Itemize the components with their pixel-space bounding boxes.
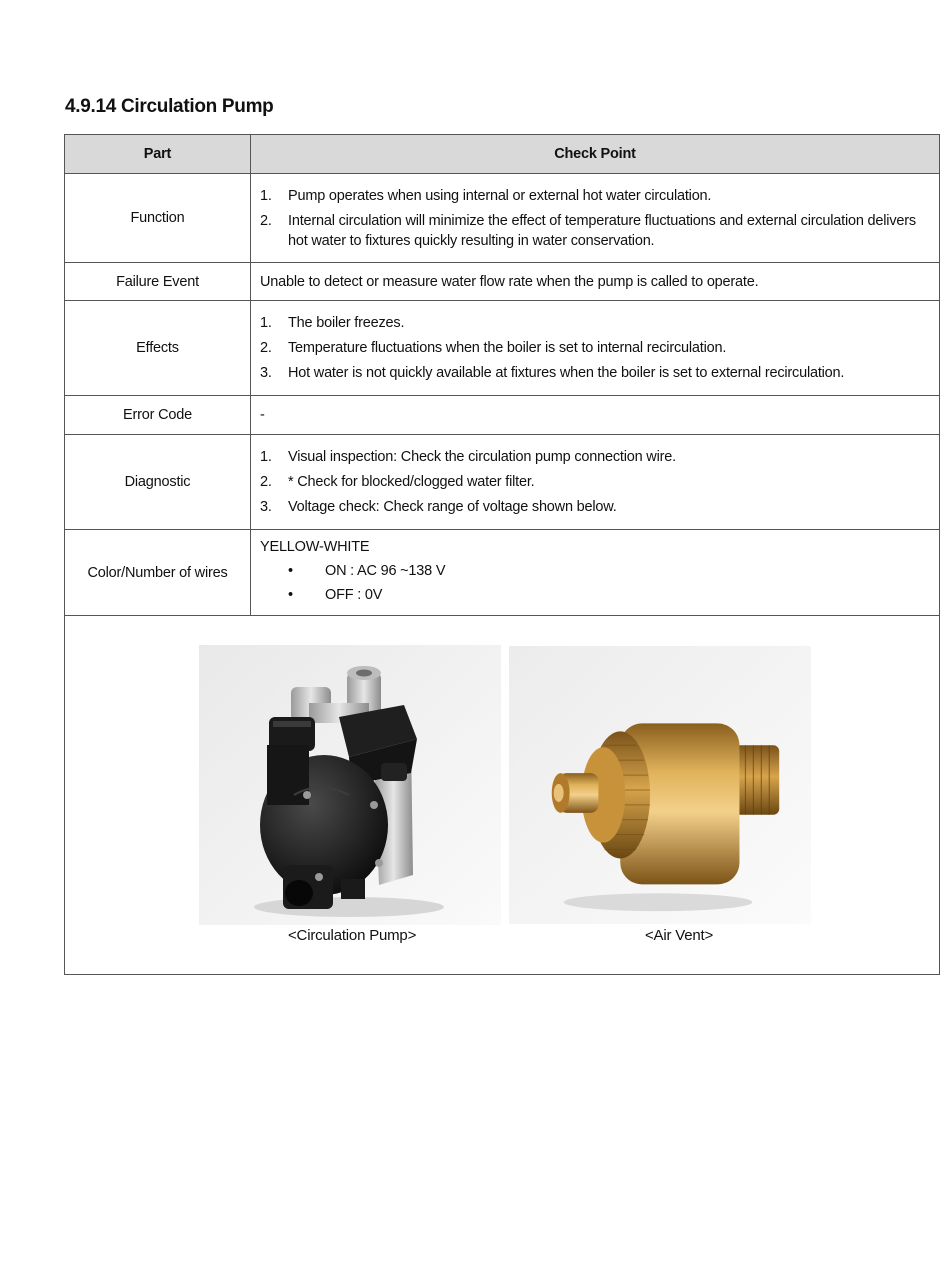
- air-vent-image: [509, 645, 813, 925]
- list-number: 3.: [260, 499, 272, 515]
- list-item: [288, 561, 929, 581]
- row-part-label: Failure Event: [65, 263, 251, 301]
- table-row-function: [65, 174, 940, 263]
- section-title: 4.9.14 Circulation Pump: [65, 96, 274, 117]
- list-number: 1.: [260, 315, 272, 331]
- row-check-point: Unable to detect or measure water flow rate when the pump is called to operate.: [251, 263, 940, 301]
- list-item: [288, 585, 929, 605]
- wire-color: YELLOW-WHITE: [260, 538, 370, 555]
- row-part-label: Error Code: [65, 396, 251, 435]
- list-number: 1.: [260, 187, 272, 204]
- list-text: * Check for blocked/clogged water filter.: [288, 474, 535, 490]
- air-vent-caption: <Air Vent>: [645, 927, 714, 944]
- voltage-list: [260, 561, 929, 605]
- numbered-list: [260, 186, 929, 251]
- table-row-error-code: [65, 396, 940, 435]
- list-item: [260, 497, 929, 517]
- list-number: 2.: [260, 474, 272, 490]
- list-text: The boiler freezes.: [288, 315, 405, 331]
- row-part-label: Effects: [65, 301, 251, 396]
- row-check-point: [251, 174, 940, 263]
- list-text: Voltage check: Check range of voltage shown below.: [288, 499, 617, 515]
- row-check-point: -: [251, 396, 940, 435]
- numbered-list: [260, 313, 929, 383]
- row-part-label: Function: [65, 174, 251, 263]
- images-cell: [65, 616, 940, 975]
- header-check-point: Check Point: [251, 135, 940, 174]
- list-text: Visual inspection: Check the circulation pump connection wire.: [288, 449, 676, 465]
- check-point-table: [64, 134, 940, 975]
- list-text: Pump operates when using internal or external hot water circulation.: [288, 187, 712, 204]
- bullet: •: [288, 586, 293, 603]
- list-number: 3.: [260, 365, 272, 381]
- list-item: [260, 313, 929, 333]
- list-item: [260, 447, 929, 467]
- list-item: [260, 472, 929, 492]
- list-item: [260, 186, 929, 206]
- list-item: [260, 211, 929, 251]
- list-text: Internal circulation will minimize the effect of temperature fluctuations and external circulation delivers hot water to fixtures quickly resulting in water conservation.: [288, 212, 916, 249]
- list-text: OFF : 0V: [325, 586, 383, 603]
- list-item: [260, 338, 929, 358]
- row-part-label: Color/Number of wires: [65, 530, 251, 616]
- row-check-point: [251, 301, 940, 396]
- list-number: 1.: [260, 449, 272, 465]
- table-row-images: [65, 616, 940, 975]
- row-part-label: Diagnostic: [65, 435, 251, 530]
- list-number: 2.: [260, 212, 272, 229]
- list-text: Hot water is not quickly available at fixtures when the boiler is set to external recirculation.: [288, 365, 845, 381]
- numbered-list: [260, 447, 929, 517]
- header-part: Part: [65, 135, 251, 174]
- list-item: [260, 363, 929, 383]
- table-row-effects: [65, 301, 940, 396]
- table-row-wires: [65, 530, 940, 616]
- bullet: •: [288, 562, 293, 579]
- table-row-failure-event: [65, 263, 940, 301]
- table-row-diagnostic: [65, 435, 940, 530]
- table-header-row: [65, 135, 940, 174]
- list-text: ON : AC 96 ~138 V: [325, 562, 446, 579]
- row-check-point: [251, 530, 940, 616]
- circulation-pump-image: [199, 645, 501, 925]
- list-number: 2.: [260, 340, 272, 356]
- list-text: Temperature fluctuations when the boiler is set to internal recirculation.: [288, 340, 727, 356]
- circulation-pump-caption: <Circulation Pump>: [288, 927, 417, 944]
- row-check-point: [251, 435, 940, 530]
